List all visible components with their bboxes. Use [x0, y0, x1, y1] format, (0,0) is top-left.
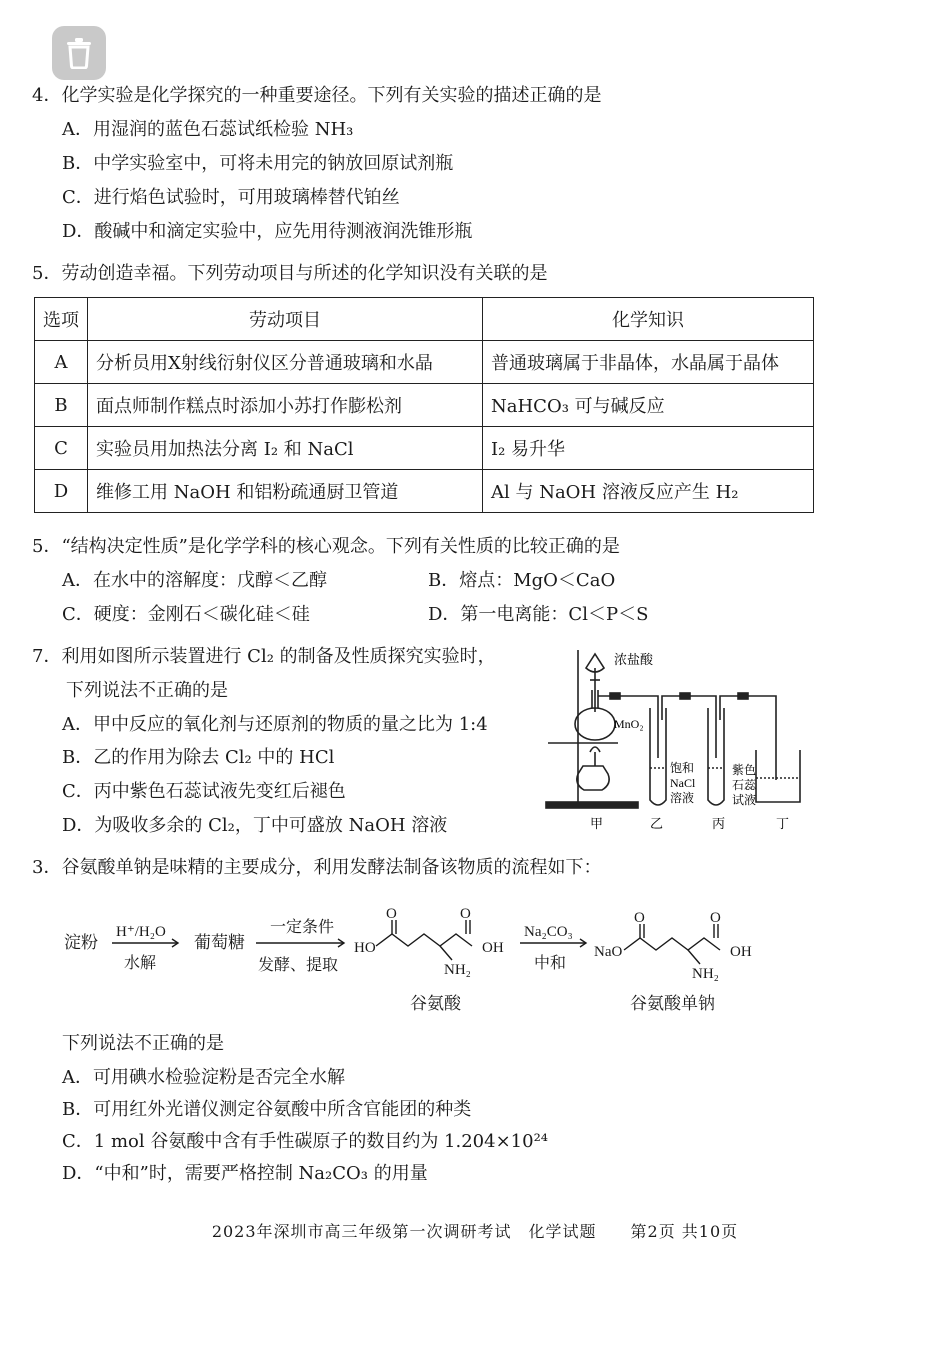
q8-option-a: A．可用碘水检验淀粉是否完全水解 [62, 1067, 345, 1088]
table-row [35, 427, 814, 470]
cond3-bottom: 中和 [534, 955, 567, 972]
row-labor: 维修工用 NaOH 和铝粉疏通厨卫管道 [88, 470, 483, 513]
cond3-top: Na₂CO₃ [524, 924, 573, 940]
label-litmus-3: 试液 [732, 793, 757, 807]
glutamic-acid-label: 谷氨酸 [410, 994, 461, 1013]
trash-icon [64, 37, 94, 69]
label-bing: 丙 [712, 816, 726, 831]
label-nacl-3: 溶液 [670, 791, 695, 805]
row-option: A [35, 341, 88, 384]
row-option: C [35, 427, 88, 470]
q6-option-a: A．在水中的溶解度：戊醇＜乙醇 [62, 570, 327, 591]
row-labor: 面点师制作糕点时添加小苏打作膨松剂 [88, 384, 483, 427]
q6-option-d: D．第一电离能：Cl＜P＜S [428, 604, 649, 625]
glucose-label: 葡萄糖 [194, 933, 245, 952]
header-option: 选项 [35, 298, 88, 341]
q8-stem: 3．谷氨酸单钠是味精的主要成分，利用发酵法制备该物质的流程如下： [32, 857, 602, 878]
msg-oh: OH [730, 944, 752, 960]
header-labor: 劳动项目 [88, 298, 483, 341]
q4-stem: 4．化学实验是化学探究的一种重要途径。下列有关实验的描述正确的是 [32, 85, 602, 106]
q7-option-d: D．为吸收多余的 Cl₂，丁中可盛放 NaOH 溶液 [62, 815, 448, 836]
q8-option-b: B．可用红外光谱仪测定谷氨酸中所含官能团的种类 [62, 1099, 472, 1120]
cond1-top: H⁺/H₂O [116, 924, 166, 940]
msg-o-right: O [710, 910, 721, 926]
q7-option-b: B．乙的作用为除去 Cl₂ 中的 HCl [62, 747, 335, 768]
label-nacl-1: 饱和 [670, 761, 695, 775]
table-row [35, 341, 814, 384]
q4-option-d: D．酸碱中和滴定实验中，应先用待测液润洗锥形瓶 [62, 221, 473, 242]
label-litmus-1: 紫色 [732, 763, 757, 777]
glu-ho: HO [354, 940, 376, 956]
label-ding: 丁 [776, 816, 790, 831]
row-option: D [35, 470, 88, 513]
msg-nao: NaO [594, 944, 623, 960]
glu-nh2: NH₂ [444, 962, 471, 978]
q8-option-c: C．1 mol 谷氨酸中含有手性碳原子的数目约为 1.204×10²⁴ [62, 1131, 548, 1152]
chlorine-apparatus-figure [540, 640, 810, 835]
q7-stem-2: 下列说法不正确的是 [66, 680, 228, 701]
glu-o-left: O [386, 906, 397, 922]
msg-nh2: NH₂ [692, 966, 719, 982]
label-mno2: MnO₂ [614, 717, 644, 731]
header-knowledge: 化学知识 [483, 298, 814, 341]
row-knowledge: 普通玻璃属于非晶体，水晶属于晶体 [483, 341, 814, 384]
q6-stem: 5．“结构决定性质”是化学学科的核心观念。下列有关性质的比较正确的是 [32, 536, 620, 557]
cond1-bottom: 水解 [124, 955, 157, 972]
q6-option-b: B．熔点：MgO＜CaO [428, 570, 616, 591]
label-litmus-2: 石蕊 [732, 778, 757, 792]
q7-stem: 7．利用如图所示装置进行 Cl₂ 的制备及性质探究实验时， [32, 646, 496, 667]
glu-oh: OH [482, 940, 504, 956]
q4-option-c: C．进行焰色试验时，可用玻璃棒替代铂丝 [62, 187, 400, 208]
q5-table [34, 297, 814, 513]
row-labor: 实验员用加热法分离 I₂ 和 NaCl [88, 427, 483, 470]
label-conc-hcl: 浓盐酸 [614, 652, 654, 667]
table-header-row [35, 298, 814, 341]
msg-o-left: O [634, 910, 645, 926]
page-footer: 2023年深圳市高三年级第一次调研考试 化学试题 第2页 共10页 [211, 1222, 739, 1241]
row-option: B [35, 384, 88, 427]
label-nacl-2: NaCl [670, 776, 696, 790]
table-row [35, 384, 814, 427]
q6-option-c: C．硬度：金刚石＜碳化硅＜硅 [62, 604, 310, 625]
delete-button[interactable] [52, 26, 106, 80]
q4-option-b: B．中学实验室中，可将未用完的钠放回原试剂瓶 [62, 153, 454, 174]
row-knowledge: Al 与 NaOH 溶液反应产生 H₂ [483, 470, 814, 513]
q8-stem-2: 下列说法不正确的是 [62, 1033, 224, 1054]
row-knowledge: NaHCO₃ 可与碱反应 [483, 384, 814, 427]
label-yi: 乙 [650, 816, 664, 831]
label-jia: 甲 [590, 816, 604, 831]
q8-option-d: D．“中和”时，需要严格控制 Na₂CO₃ 的用量 [62, 1163, 428, 1184]
q7-option-c: C．丙中紫色石蕊试液先变红后褪色 [62, 781, 346, 802]
row-knowledge: I₂ 易升华 [483, 427, 814, 470]
row-labor: 分析员用X射线衍射仪区分普通玻璃和水晶 [88, 341, 483, 384]
table-row [35, 470, 814, 513]
cond2-bottom: 发酵、提取 [258, 957, 339, 974]
reaction-scheme [60, 898, 780, 1023]
q4-option-a: A．用湿润的蓝色石蕊试纸检验 NH₃ [62, 119, 354, 140]
msg-label: 谷氨酸单钠 [630, 994, 715, 1013]
cond2-top: 一定条件 [270, 919, 335, 936]
glu-o-right: O [460, 906, 471, 922]
starch-label: 淀粉 [64, 933, 98, 952]
q7-option-a: A．甲中反应的氧化剂与还原剂的物质的量之比为 1:4 [62, 714, 488, 735]
q5-stem: 5．劳动创造幸福。下列劳动项目与所述的化学知识没有关联的是 [32, 263, 548, 284]
